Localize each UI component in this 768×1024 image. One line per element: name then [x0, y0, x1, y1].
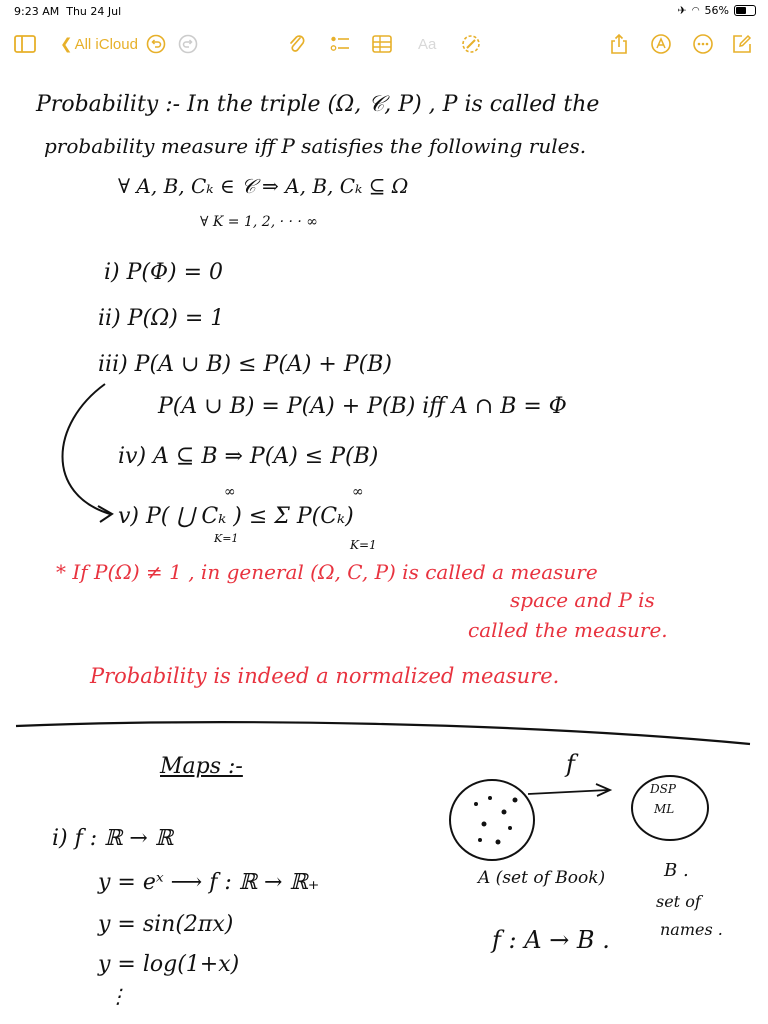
set-b-item-2: ML: [654, 802, 675, 816]
note-red-line-3: called the measure.: [468, 618, 668, 642]
format-button[interactable]: Aa: [418, 35, 437, 53]
back-label: All iCloud: [74, 35, 138, 53]
markup-a-icon[interactable]: [650, 32, 672, 56]
chevron-left-icon: ❮: [60, 35, 73, 53]
status-date: Thu 24 Jul: [66, 5, 122, 18]
map-line-3: y = sin(2πx): [98, 912, 234, 937]
curved-arrow-icon: [50, 374, 140, 524]
map-line-2: y = eˣ ⟶ f : ℝ → ℝ₊: [98, 870, 320, 895]
notes-toolbar: [0, 28, 768, 60]
maps-title: Maps :-: [160, 754, 243, 779]
set-b-item-1: DSP: [650, 782, 676, 796]
battery-fill: [736, 7, 746, 14]
continuation-dots: ⋮: [108, 984, 128, 1008]
divider-line: [14, 714, 754, 754]
compose-icon[interactable]: [732, 32, 752, 56]
checklist-icon[interactable]: [330, 32, 350, 56]
rule-1: i) P(Φ) = 0: [104, 260, 224, 285]
definition-line-1: Probability :- In the triple (Ω, 𝒞, P) , P is called the: [36, 92, 600, 117]
attachment-icon[interactable]: [288, 32, 306, 56]
union-lower-limit: K=1: [214, 532, 239, 545]
definition-line-4: ∀ K = 1, 2, · · · ∞: [200, 214, 318, 230]
map-line-1: i) f : ℝ → ℝ: [52, 826, 174, 851]
map-line-4: y = log(1+x): [98, 952, 240, 977]
sum-upper-limit: ∞: [352, 484, 364, 500]
union-upper-limit: ∞: [224, 484, 236, 500]
more-options-icon[interactable]: [692, 32, 714, 56]
set-map-diagram: [440, 764, 730, 874]
note-red-line-1: * If P(Ω) ≠ 1 , in general (Ω, C, P) is called a measure: [56, 560, 598, 584]
back-button[interactable]: [60, 32, 138, 56]
rule-3: iii) P(A ∪ B) ≤ P(A) + P(B): [98, 352, 392, 377]
set-b-desc-1: set of: [656, 892, 701, 911]
rule-5: v) P( ⋃ Cₖ ) ≤ Σ P(Cₖ): [118, 504, 354, 529]
note-red-line-2: space and P is: [510, 588, 655, 612]
undo-icon[interactable]: [146, 32, 166, 56]
sum-lower-limit: K=1: [350, 538, 377, 552]
map-f-label: f: [566, 750, 575, 778]
set-b-label: B .: [664, 860, 689, 881]
note-canvas[interactable]: [0, 64, 768, 1024]
rule-2: ii) P(Ω) = 1: [98, 306, 225, 331]
airplane-icon: ✈: [677, 4, 687, 17]
status-right: [677, 4, 756, 17]
status-time: 9:23 AM Thu 24 Jul: [14, 5, 122, 18]
set-a-label: A (set of Book): [478, 868, 606, 888]
redo-icon[interactable]: [178, 32, 198, 56]
map-a-to-b: f : A → B .: [492, 926, 610, 954]
definition-line-3: ∀ A, B, Cₖ ∈ 𝒞 ⇒ A, B, Cₖ ⊆ Ω: [118, 174, 409, 198]
battery-percent: 56%: [704, 4, 729, 17]
rule-3b: P(A ∪ B) = P(A) + P(B) iff A ∩ B = Φ: [158, 394, 567, 419]
wifi-icon: ◠: [691, 5, 700, 16]
set-b-desc-2: names .: [660, 920, 723, 939]
definition-line-2: probability measure iff P satisfies the following rules.: [44, 134, 587, 158]
sidebar-toggle-icon[interactable]: [14, 32, 36, 56]
rule-4: iv) A ⊆ B ⇒ P(A) ≤ P(B): [118, 444, 379, 469]
markup-pen-icon[interactable]: [460, 32, 482, 56]
battery-icon: [734, 5, 756, 16]
share-icon[interactable]: [610, 32, 628, 56]
note-red-line-4: Probability is indeed a normalized measure.: [90, 664, 560, 688]
status-bar: [0, 0, 768, 22]
table-icon[interactable]: [372, 32, 392, 56]
